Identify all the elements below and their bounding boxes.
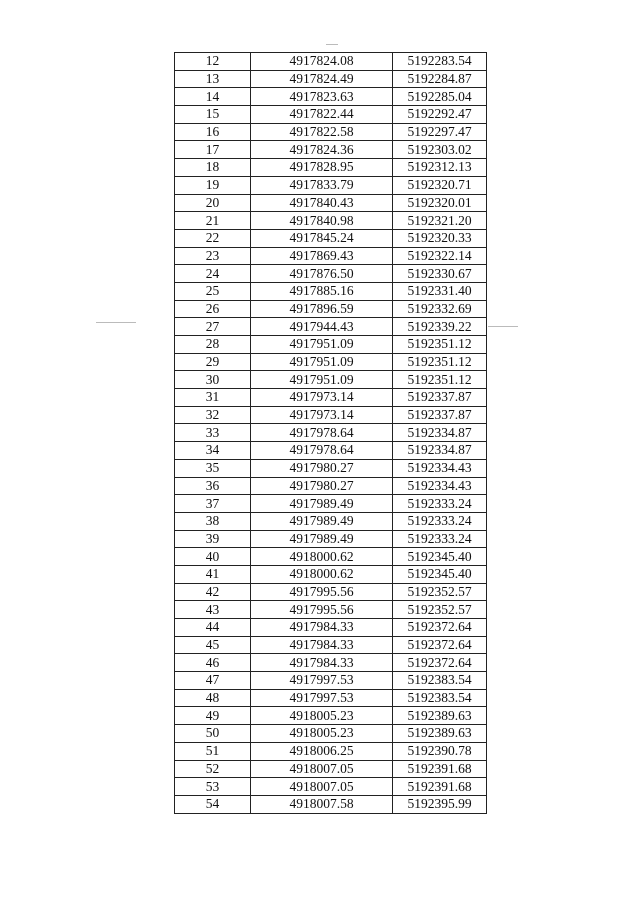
table-row <box>175 530 487 548</box>
table-row <box>175 176 487 194</box>
table-row <box>175 495 487 513</box>
table-row <box>175 689 487 707</box>
point-number-cell: 53 <box>175 778 251 796</box>
point-number-cell: 35 <box>175 459 251 477</box>
point-number-cell: 32 <box>175 406 251 424</box>
point-number-cell: 37 <box>175 495 251 513</box>
point-number-cell: 20 <box>175 194 251 212</box>
point-number-cell: 30 <box>175 371 251 389</box>
y-coordinate-cell: 5192383.54 <box>393 672 487 690</box>
table-row <box>175 389 487 407</box>
scan-speck <box>96 322 136 323</box>
y-coordinate-cell: 5192322.14 <box>393 247 487 265</box>
table-row <box>175 459 487 477</box>
point-number-cell: 42 <box>175 583 251 601</box>
x-coordinate-cell: 4917896.59 <box>251 300 393 318</box>
point-number-cell: 50 <box>175 725 251 743</box>
x-coordinate-cell: 4917989.49 <box>251 495 393 513</box>
table-row <box>175 565 487 583</box>
table-row <box>175 141 487 159</box>
table-row <box>175 194 487 212</box>
y-coordinate-cell: 5192284.87 <box>393 70 487 88</box>
table-row <box>175 512 487 530</box>
table-row <box>175 795 487 813</box>
point-number-cell: 29 <box>175 353 251 371</box>
table-row <box>175 619 487 637</box>
x-coordinate-cell: 4917997.53 <box>251 689 393 707</box>
coordinates-table <box>174 52 487 814</box>
y-coordinate-cell: 5192334.43 <box>393 459 487 477</box>
point-number-cell: 36 <box>175 477 251 495</box>
y-coordinate-cell: 5192339.22 <box>393 318 487 336</box>
y-coordinate-cell: 5192283.54 <box>393 53 487 71</box>
y-coordinate-cell: 5192345.40 <box>393 548 487 566</box>
table-row <box>175 548 487 566</box>
y-coordinate-cell: 5192334.87 <box>393 424 487 442</box>
point-number-cell: 15 <box>175 106 251 124</box>
x-coordinate-cell: 4917869.43 <box>251 247 393 265</box>
x-coordinate-cell: 4917823.63 <box>251 88 393 106</box>
y-coordinate-cell: 5192334.87 <box>393 442 487 460</box>
y-coordinate-cell: 5192320.01 <box>393 194 487 212</box>
y-coordinate-cell: 5192395.99 <box>393 795 487 813</box>
point-number-cell: 40 <box>175 548 251 566</box>
point-number-cell: 23 <box>175 247 251 265</box>
x-coordinate-cell: 4917833.79 <box>251 176 393 194</box>
point-number-cell: 54 <box>175 795 251 813</box>
point-number-cell: 47 <box>175 672 251 690</box>
y-coordinate-cell: 5192330.67 <box>393 265 487 283</box>
point-number-cell: 28 <box>175 336 251 354</box>
point-number-cell: 17 <box>175 141 251 159</box>
y-coordinate-cell: 5192372.64 <box>393 636 487 654</box>
y-coordinate-cell: 5192345.40 <box>393 565 487 583</box>
table-row <box>175 725 487 743</box>
x-coordinate-cell: 4917845.24 <box>251 229 393 247</box>
table-row <box>175 123 487 141</box>
point-number-cell: 27 <box>175 318 251 336</box>
x-coordinate-cell: 4917973.14 <box>251 389 393 407</box>
y-coordinate-cell: 5192372.64 <box>393 654 487 672</box>
point-number-cell: 51 <box>175 742 251 760</box>
y-coordinate-cell: 5192333.24 <box>393 495 487 513</box>
table-row <box>175 636 487 654</box>
point-number-cell: 38 <box>175 512 251 530</box>
coordinates-table-body <box>175 53 487 814</box>
y-coordinate-cell: 5192351.12 <box>393 371 487 389</box>
y-coordinate-cell: 5192391.68 <box>393 778 487 796</box>
point-number-cell: 16 <box>175 123 251 141</box>
y-coordinate-cell: 5192351.12 <box>393 336 487 354</box>
y-coordinate-cell: 5192352.57 <box>393 583 487 601</box>
table-row <box>175 654 487 672</box>
point-number-cell: 14 <box>175 88 251 106</box>
table-row <box>175 318 487 336</box>
x-coordinate-cell: 4917840.43 <box>251 194 393 212</box>
y-coordinate-cell: 5192383.54 <box>393 689 487 707</box>
table-row <box>175 353 487 371</box>
y-coordinate-cell: 5192352.57 <box>393 601 487 619</box>
x-coordinate-cell: 4917944.43 <box>251 318 393 336</box>
table-row <box>175 282 487 300</box>
point-number-cell: 13 <box>175 70 251 88</box>
point-number-cell: 39 <box>175 530 251 548</box>
x-coordinate-cell: 4917989.49 <box>251 512 393 530</box>
y-coordinate-cell: 5192285.04 <box>393 88 487 106</box>
x-coordinate-cell: 4917885.16 <box>251 282 393 300</box>
table-row <box>175 88 487 106</box>
y-coordinate-cell: 5192292.47 <box>393 106 487 124</box>
point-number-cell: 44 <box>175 619 251 637</box>
y-coordinate-cell: 5192320.33 <box>393 229 487 247</box>
x-coordinate-cell: 4918006.25 <box>251 742 393 760</box>
x-coordinate-cell: 4917824.49 <box>251 70 393 88</box>
x-coordinate-cell: 4917951.09 <box>251 353 393 371</box>
x-coordinate-cell: 4917824.36 <box>251 141 393 159</box>
x-coordinate-cell: 4917978.64 <box>251 424 393 442</box>
x-coordinate-cell: 4917984.33 <box>251 654 393 672</box>
y-coordinate-cell: 5192351.12 <box>393 353 487 371</box>
x-coordinate-cell: 4917980.27 <box>251 459 393 477</box>
x-coordinate-cell: 4918007.05 <box>251 778 393 796</box>
x-coordinate-cell: 4918007.58 <box>251 795 393 813</box>
table-row <box>175 229 487 247</box>
y-coordinate-cell: 5192321.20 <box>393 212 487 230</box>
table-row <box>175 70 487 88</box>
point-number-cell: 52 <box>175 760 251 778</box>
y-coordinate-cell: 5192312.13 <box>393 159 487 177</box>
x-coordinate-cell: 4917828.95 <box>251 159 393 177</box>
table-row <box>175 265 487 283</box>
x-coordinate-cell: 4918005.23 <box>251 725 393 743</box>
y-coordinate-cell: 5192303.02 <box>393 141 487 159</box>
y-coordinate-cell: 5192332.69 <box>393 300 487 318</box>
x-coordinate-cell: 4917995.56 <box>251 583 393 601</box>
table-row <box>175 371 487 389</box>
x-coordinate-cell: 4917980.27 <box>251 477 393 495</box>
x-coordinate-cell: 4917997.53 <box>251 672 393 690</box>
point-number-cell: 19 <box>175 176 251 194</box>
x-coordinate-cell: 4917995.56 <box>251 601 393 619</box>
table-row <box>175 300 487 318</box>
point-number-cell: 26 <box>175 300 251 318</box>
point-number-cell: 33 <box>175 424 251 442</box>
point-number-cell: 46 <box>175 654 251 672</box>
table-row <box>175 672 487 690</box>
x-coordinate-cell: 4917876.50 <box>251 265 393 283</box>
point-number-cell: 21 <box>175 212 251 230</box>
point-number-cell: 12 <box>175 53 251 71</box>
point-number-cell: 24 <box>175 265 251 283</box>
table-row <box>175 583 487 601</box>
y-coordinate-cell: 5192390.78 <box>393 742 487 760</box>
table-row <box>175 212 487 230</box>
y-coordinate-cell: 5192389.63 <box>393 707 487 725</box>
table-row <box>175 159 487 177</box>
x-coordinate-cell: 4918000.62 <box>251 565 393 583</box>
y-coordinate-cell: 5192337.87 <box>393 406 487 424</box>
point-number-cell: 34 <box>175 442 251 460</box>
table-row <box>175 424 487 442</box>
point-number-cell: 31 <box>175 389 251 407</box>
y-coordinate-cell: 5192389.63 <box>393 725 487 743</box>
table-row <box>175 336 487 354</box>
point-number-cell: 48 <box>175 689 251 707</box>
point-number-cell: 45 <box>175 636 251 654</box>
y-coordinate-cell: 5192337.87 <box>393 389 487 407</box>
table-row <box>175 760 487 778</box>
x-coordinate-cell: 4917822.58 <box>251 123 393 141</box>
table-row <box>175 477 487 495</box>
table-row <box>175 247 487 265</box>
y-coordinate-cell: 5192297.47 <box>393 123 487 141</box>
scan-speck <box>326 44 338 45</box>
y-coordinate-cell: 5192320.71 <box>393 176 487 194</box>
table-row <box>175 601 487 619</box>
x-coordinate-cell: 4917984.33 <box>251 636 393 654</box>
table-row <box>175 742 487 760</box>
x-coordinate-cell: 4918005.23 <box>251 707 393 725</box>
point-number-cell: 49 <box>175 707 251 725</box>
x-coordinate-cell: 4917984.33 <box>251 619 393 637</box>
y-coordinate-cell: 5192331.40 <box>393 282 487 300</box>
x-coordinate-cell: 4917989.49 <box>251 530 393 548</box>
y-coordinate-cell: 5192372.64 <box>393 619 487 637</box>
x-coordinate-cell: 4917824.08 <box>251 53 393 71</box>
x-coordinate-cell: 4917822.44 <box>251 106 393 124</box>
y-coordinate-cell: 5192333.24 <box>393 530 487 548</box>
x-coordinate-cell: 4917978.64 <box>251 442 393 460</box>
point-number-cell: 43 <box>175 601 251 619</box>
y-coordinate-cell: 5192391.68 <box>393 760 487 778</box>
x-coordinate-cell: 4917951.09 <box>251 371 393 389</box>
table-row <box>175 53 487 71</box>
table-row <box>175 778 487 796</box>
y-coordinate-cell: 5192334.43 <box>393 477 487 495</box>
table-row <box>175 106 487 124</box>
y-coordinate-cell: 5192333.24 <box>393 512 487 530</box>
table-row <box>175 406 487 424</box>
point-number-cell: 22 <box>175 229 251 247</box>
table-row <box>175 707 487 725</box>
point-number-cell: 25 <box>175 282 251 300</box>
scan-speck <box>488 326 518 327</box>
x-coordinate-cell: 4918000.62 <box>251 548 393 566</box>
table-row <box>175 442 487 460</box>
point-number-cell: 41 <box>175 565 251 583</box>
x-coordinate-cell: 4917840.98 <box>251 212 393 230</box>
x-coordinate-cell: 4917973.14 <box>251 406 393 424</box>
x-coordinate-cell: 4918007.05 <box>251 760 393 778</box>
x-coordinate-cell: 4917951.09 <box>251 336 393 354</box>
point-number-cell: 18 <box>175 159 251 177</box>
